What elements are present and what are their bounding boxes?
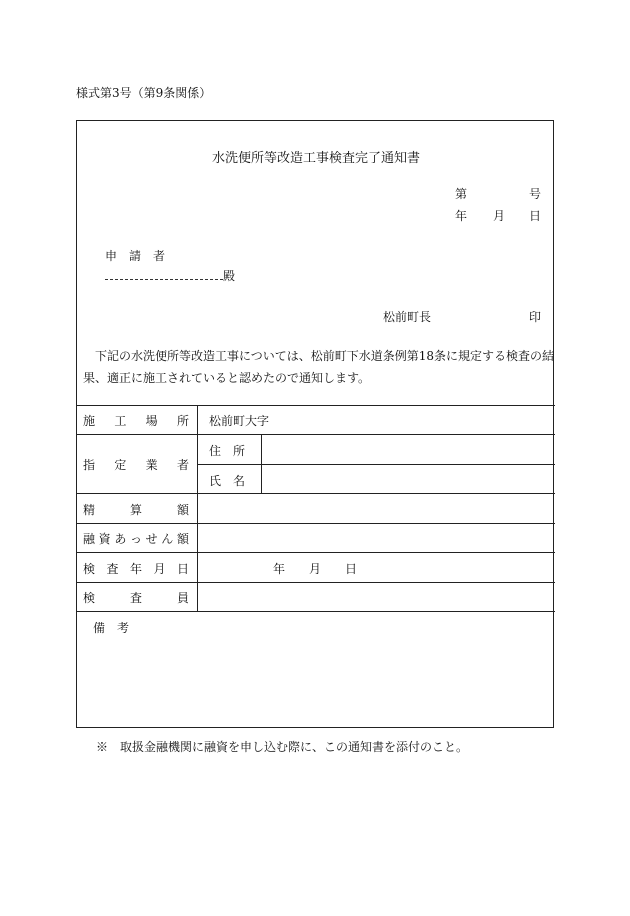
seal-mark: 印 [529,310,542,324]
applicant-label: 申 請 者 [105,249,166,263]
table-rule [77,523,555,524]
footnote: ※ 取扱金融機関に融資を申し込む際に、この通知書を添付のこと。 [96,740,469,754]
body-text-line1: 下記の水洗便所等改造工事については、松前町下水道条例第18条に規定する検査の結 [95,349,555,363]
date-year: 年 [455,209,468,223]
settlement-label: 精 算 額 [83,503,189,517]
table-rule [197,464,555,465]
inspection-day: 日 [345,562,358,576]
table-divider [261,434,262,493]
issuer-name: 松前町長 [383,310,432,324]
contractor-label: 指 定 業 者 [83,458,189,472]
remarks-label: 備 考 [93,621,130,635]
table-rule [77,434,555,435]
table-rule [77,582,555,583]
inspection-year: 年 [273,562,286,576]
table-rule [77,552,555,553]
loan-label: 融 資 あ っ せ ん 額 [83,532,189,546]
document-title: 水洗便所等改造工事検査完了通知書 [211,151,420,166]
number-suffix: 号 [529,187,542,201]
site-value: 松前町大字 [209,414,270,428]
contractor-address-label: 住 所 [209,444,246,458]
contractor-name-label: 氏 名 [209,474,246,488]
body-text-line2: 果、適正に施工されていると認めたので通知します。 [83,371,371,385]
site-label: 施 工 場 所 [83,414,189,428]
table-rule [77,493,555,494]
notice-form [76,120,554,728]
inspection-date-label: 検 査 年 月 日 [83,562,189,576]
inspector-label: 検 査 員 [83,591,189,605]
table-rule [77,405,555,406]
date-day: 日 [529,209,542,223]
inspection-month: 月 [309,562,322,576]
date-month: 月 [493,209,506,223]
form-number-label: 様式第3号（第9条関係） [76,86,212,100]
applicant-name-line [105,279,223,280]
table-divider [197,405,198,611]
number-prefix: 第 [455,187,468,201]
table-rule [77,611,555,612]
honorific: 殿 [223,269,236,283]
